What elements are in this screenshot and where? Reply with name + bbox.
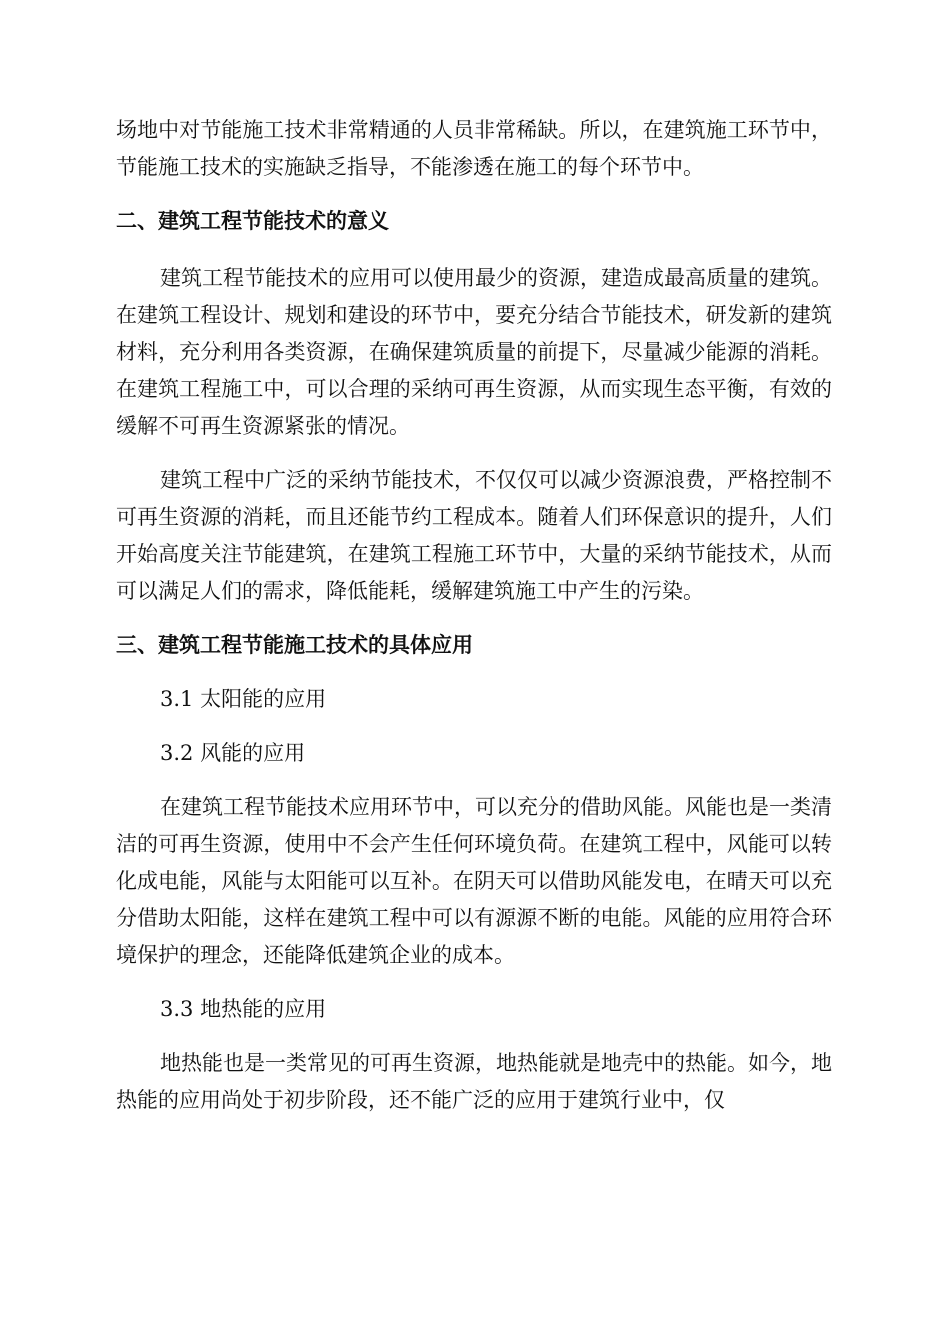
paragraph-significance-1: 建筑工程节能技术的应用可以使用最少的资源，建造成最高质量的建筑。在建筑工程设计、规划和建设的环节中，要充分结合节能技术，研发新的建筑材料，充分利用各类资源，在确保建筑质量的前提下，尽量减少能源的消耗。在建筑工程施工中，可以合理的采纳可再生资源，从而实现生态平衡，有效的缓解不可再生资源紧张的情况。 — [116, 266, 832, 438]
paragraph-significance-2: 建筑工程中广泛的采纳节能技术，不仅仅可以减少资源浪费，严格控制不可再生资源的消耗，而且还能节约工程成本。随着人们环保意识的提升，人们开始高度关注节能建筑，在建筑工程施工环节中，大量的采纳节能技术，从而可以满足人们的需求，降低能耗，缓解建筑施工中产生的污染。 — [116, 468, 832, 603]
section-heading-3: 三、建筑工程节能施工技术的具体应用 — [116, 633, 473, 657]
paragraph-geothermal: 地热能也是一类常见的可再生资源，地热能就是地壳中的热能。如今，地热能的应用尚处于初步阶段，还不能广泛的应用于建筑行业中，仅 — [116, 1051, 832, 1112]
document-page — [116, 112, 832, 1119]
section-heading-2: 二、建筑工程节能技术的意义 — [116, 209, 389, 233]
subsection-3-1: 3.1 太阳能的应用 — [160, 687, 327, 711]
paragraph-wind: 在建筑工程节能技术应用环节中，可以充分的借助风能。风能也是一类清洁的可再生资源，使用中不会产生任何环境负荷。在建筑工程中，风能可以转化成电能，风能与太阳能可以互补。在阴天可以借助风能发电，在晴天可以充分借助太阳能，这样在建筑工程中可以有源源不断的电能。风能的应用符合环境保护的理念，还能降低建筑企业的成本。 — [116, 795, 832, 967]
paragraph-continuation: 场地中对节能施工技术非常精通的人员非常稀缺。所以，在建筑施工环节中，节能施工技术的实施缺乏指导，不能渗透在施工的每个环节中。 — [116, 118, 832, 179]
subsection-3-2: 3.2 风能的应用 — [160, 741, 306, 765]
subsection-3-3: 3.3 地热能的应用 — [160, 997, 327, 1021]
